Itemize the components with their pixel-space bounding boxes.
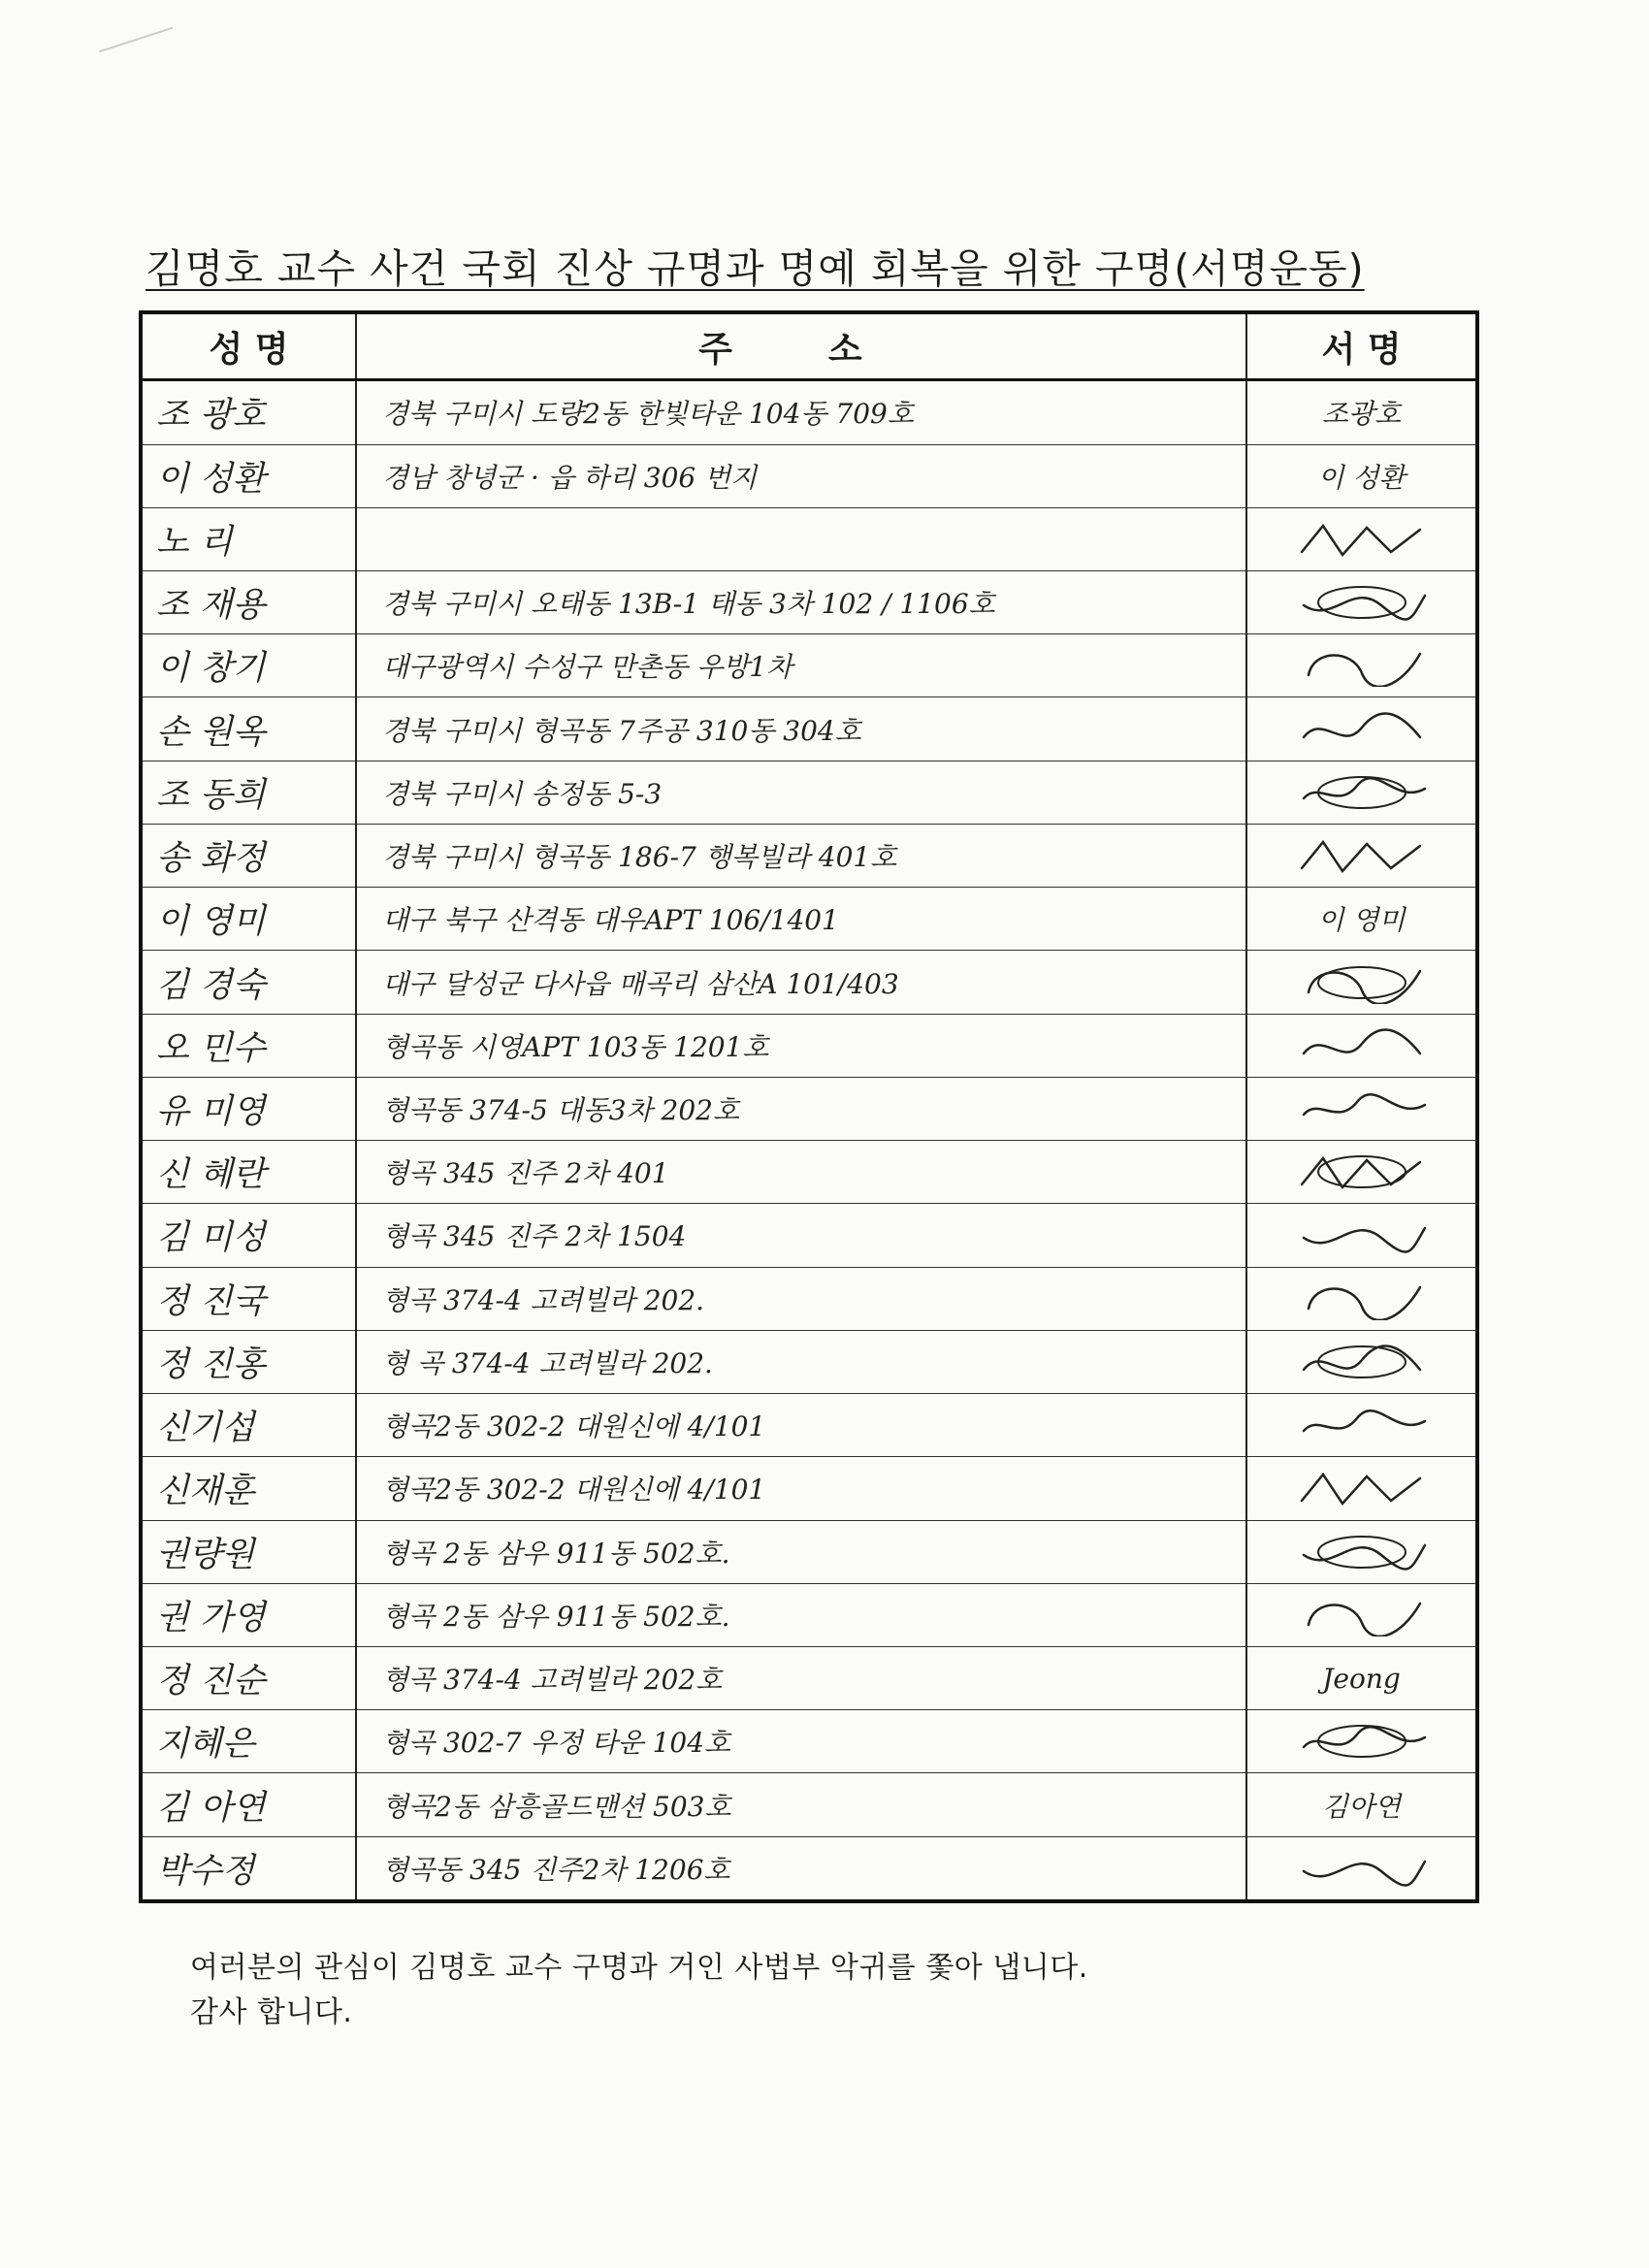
row-address: 형곡2동 삼흥골드맨션 503호 [356,1773,1246,1836]
handwritten-signature [1294,1214,1430,1256]
handwritten-signature [1294,1404,1430,1446]
row-name: 김 미성 [143,1204,356,1267]
row-signature-mark [1246,1014,1475,1077]
row-address: 대구 북구 산격동 대우APT 106/1401 [356,888,1246,951]
row-signature: 조광호 [1246,380,1475,445]
row-name: 신기섭 [143,1394,356,1457]
table-row [143,507,1475,570]
page-title: 김명호 교수 사건 국회 진상 규명과 명예 회복을 위한 구명(서명운동) [146,245,1365,292]
row-address: 경북 구미시 형곡동 186-7 행복빌라 401호 [356,824,1246,887]
row-name: 지혜은 [143,1710,356,1773]
table-row [143,1204,1475,1267]
row-name: 이 성환 [143,444,356,507]
handwritten-signature [1294,708,1430,751]
table-row [143,1710,1475,1773]
row-address: 형곡 2동 삼우 911동 502호. [356,1583,1246,1646]
row-address: 형곡 374-4 고려빌라 202호 [356,1646,1246,1709]
handwritten-signature [1294,1278,1430,1320]
row-name: 조 광호 [143,380,356,445]
table-row [143,570,1475,633]
paper-smudge [99,27,174,53]
row-signature-mark [1246,1204,1475,1267]
row-signature-mark [1246,761,1475,824]
row-address: 형곡동 시영APT 103동 1201호 [356,1014,1246,1077]
signature-table [143,314,1475,1899]
row-signature-mark [1246,1520,1475,1583]
handwritten-signature [1294,1087,1430,1130]
row-name: 권 가영 [143,1583,356,1646]
row-address: 형곡동 374-5 대동3차 202호 [356,1077,1246,1140]
handwritten-signature [1294,1024,1430,1067]
row-name: 정 진국 [143,1267,356,1330]
row-address: 경북 구미시 송정동 5-3 [356,761,1246,824]
handwritten-signature [1294,1341,1430,1383]
row-address: 형곡동 345 진주2차 1206호 [356,1836,1246,1899]
row-address: 형 곡 374-4 고려빌라 202. [356,1330,1246,1393]
handwritten-signature [1294,644,1430,687]
row-name: 이 영미 [143,888,356,951]
table-row [143,634,1475,697]
table-row [143,888,1475,951]
row-signature: 이 성환 [1246,444,1475,507]
footer-line-1: 여러분의 관심이 김명호 교수 구명과 거인 사법부 악귀를 쫓아 냅니다. [190,1951,1088,1985]
row-signature: Jeong [1246,1646,1475,1709]
handwritten-signature [1294,961,1430,1004]
row-signature-mark [1246,697,1475,761]
row-name: 유 미영 [143,1077,356,1140]
row-address: 경북 구미시 형곡동 7주공 310동 304호 [356,697,1246,761]
footer-line-2: 감사 합니다. [190,1995,353,2029]
row-address: 경북 구미시 도량2동 한빛타운 104동 709호 [356,380,1246,445]
row-signature-mark [1246,1267,1475,1330]
row-signature-mark [1246,634,1475,697]
table-row [143,824,1475,887]
row-signature-mark [1246,1710,1475,1773]
row-name: 송 화정 [143,824,356,887]
row-name: 신재훈 [143,1457,356,1520]
header-name: 성 명 [143,314,356,380]
row-signature-mark [1246,1077,1475,1140]
table-row [143,444,1475,507]
table-row [143,1836,1475,1899]
table-row [143,1520,1475,1583]
row-signature-mark [1246,1141,1475,1204]
header-address [356,314,1246,380]
table-row [143,1394,1475,1457]
row-signature-mark [1246,570,1475,633]
handwritten-signature [1294,1150,1430,1193]
table-row [143,951,1475,1014]
table-row [143,697,1475,761]
table-row [143,1141,1475,1204]
row-name: 김 경숙 [143,951,356,1014]
row-name: 이 창기 [143,634,356,697]
row-address: 형곡 345 진주 2차 1504 [356,1204,1246,1267]
table-row [143,1267,1475,1330]
handwritten-signature [1294,581,1430,624]
row-signature-mark [1246,951,1475,1014]
handwritten-signature [1294,1531,1430,1573]
table-row [143,1077,1475,1140]
row-address: 대구광역시 수성구 만촌동 우방1차 [356,634,1246,697]
footer-message [190,1946,1088,2035]
row-address: 형곡2동 302-2 대원신에 4/101 [356,1394,1246,1457]
row-name: 오 민수 [143,1014,356,1077]
row-address: 경북 구미시 오태동 13B-1 태동 3차 102 / 1106호 [356,570,1246,633]
row-signature-mark [1246,1330,1475,1393]
table-row [143,1330,1475,1393]
row-name: 조 동희 [143,761,356,824]
row-name: 김 아연 [143,1773,356,1836]
handwritten-signature [1294,1594,1430,1636]
row-name: 신 혜란 [143,1141,356,1204]
row-name: 손 원옥 [143,697,356,761]
row-signature-mark [1246,1457,1475,1520]
row-name: 권량원 [143,1520,356,1583]
row-signature-mark [1246,1583,1475,1646]
table-row [143,1773,1475,1836]
handwritten-signature [1294,1847,1430,1890]
row-address: 경남 창녕군 · 읍 하리 306 번지 [356,444,1246,507]
row-signature-mark [1246,824,1475,887]
row-name: 정 진순 [143,1646,356,1709]
header-signature: 서 명 [1246,314,1475,380]
table-row [143,380,1475,445]
signature-sheet [139,310,1479,1903]
row-signature: 이 영미 [1246,888,1475,951]
handwritten-signature [1294,1467,1430,1509]
table-row [143,1646,1475,1709]
header-address-text: 주 소 [698,329,904,370]
row-name: 노 리 [143,507,356,570]
table-body [143,380,1475,1900]
handwritten-signature [1294,518,1430,561]
table-row [143,761,1475,824]
row-address [356,507,1246,570]
row-signature-mark [1246,507,1475,570]
row-address: 형곡 345 진주 2차 401 [356,1141,1246,1204]
row-address: 형곡 302-7 우정 타운 104호 [356,1710,1246,1773]
row-name: 박수정 [143,1836,356,1899]
table-row [143,1583,1475,1646]
table-row [143,1014,1475,1077]
row-signature-mark [1246,1394,1475,1457]
handwritten-signature [1294,834,1430,877]
row-address: 형곡2동 302-2 대원신에 4/101 [356,1457,1246,1520]
row-signature: 김아연 [1246,1773,1475,1836]
row-name: 조 재용 [143,570,356,633]
handwritten-signature [1294,771,1430,814]
table-header-row [143,314,1475,380]
table-row [143,1457,1475,1520]
row-address: 형곡 2동 삼우 911동 502호. [356,1520,1246,1583]
row-signature-mark [1246,1836,1475,1899]
row-address: 형곡 374-4 고려빌라 202. [356,1267,1246,1330]
row-name: 정 진홍 [143,1330,356,1393]
row-address: 대구 달성군 다사읍 매곡리 삼산A 101/403 [356,951,1246,1014]
handwritten-signature [1294,1720,1430,1763]
